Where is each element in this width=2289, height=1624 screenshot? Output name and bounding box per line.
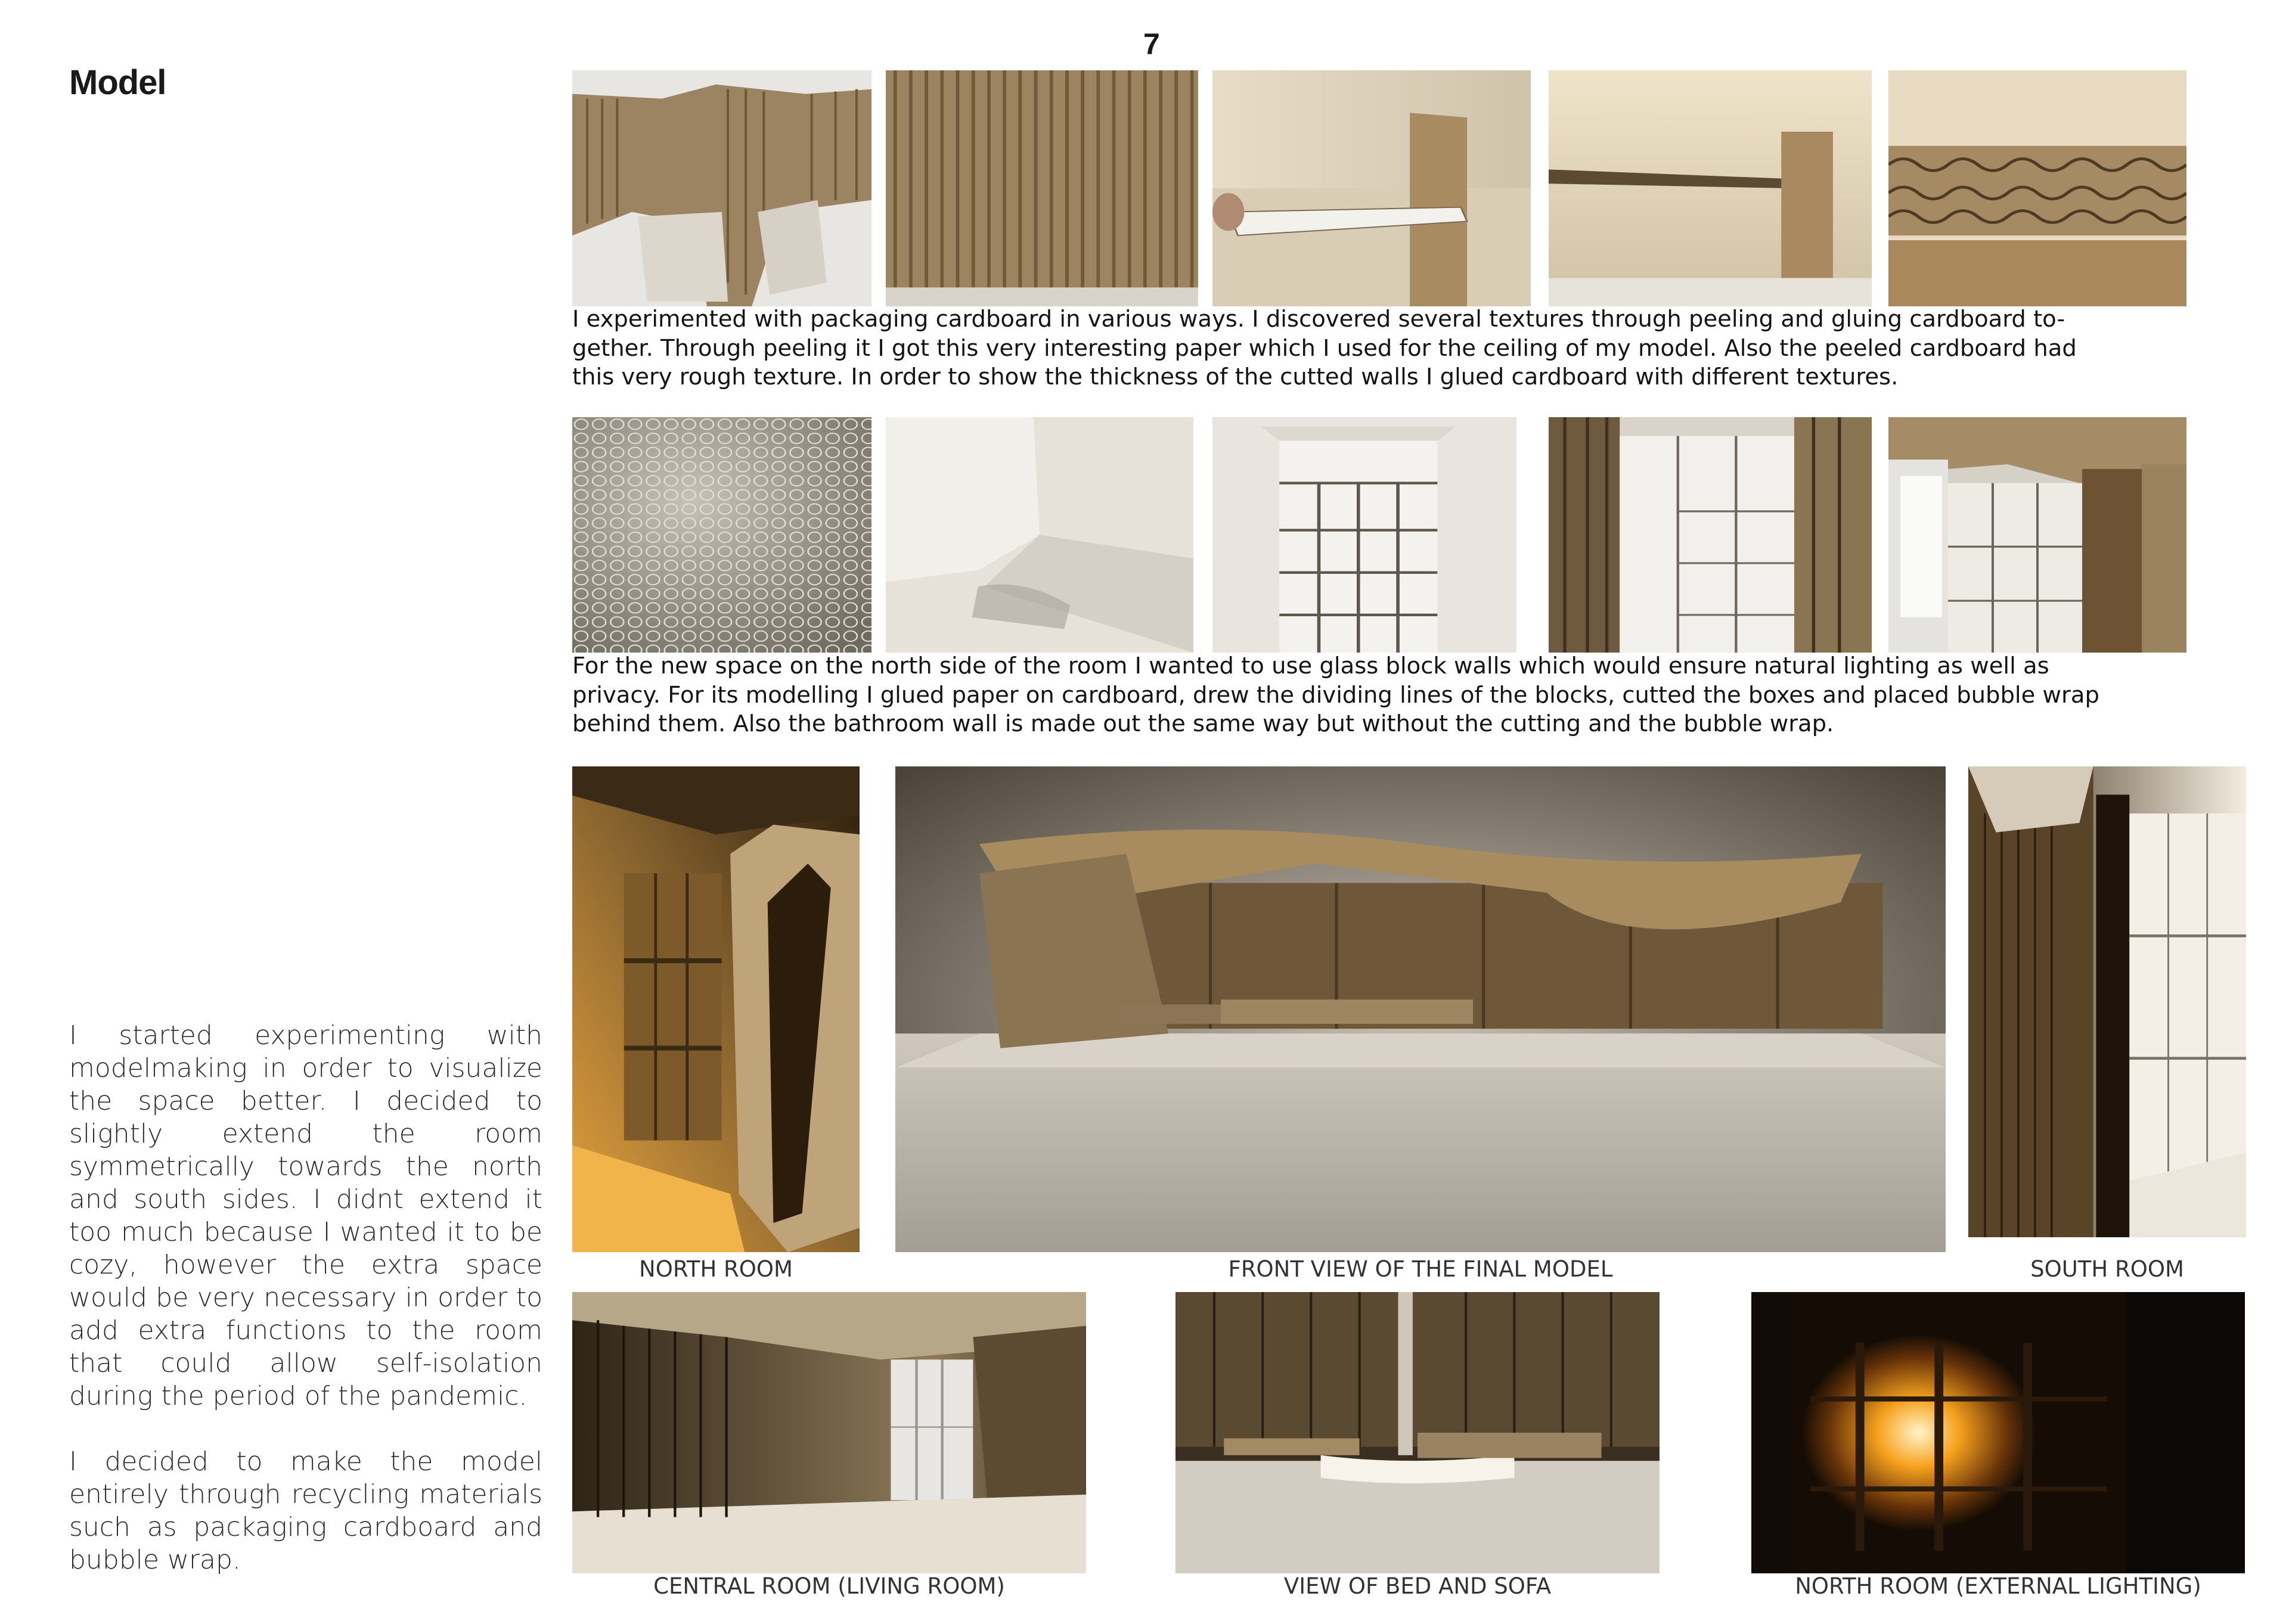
caption-front-view: FRONT VIEW OF THE FINAL MODEL: [1228, 1256, 1613, 1282]
photo-paper-on-cardboard: [886, 417, 1193, 653]
photo-north-room-external-lighting: [1751, 1292, 2245, 1573]
photo-south-room: [1968, 766, 2246, 1237]
caption-north-room: NORTH ROOM: [639, 1256, 793, 1282]
page-title: Model: [69, 63, 166, 102]
photo-cardboard-thin-edge: [1212, 70, 1531, 306]
caption-central-room: CENTRAL ROOM (LIVING ROOM): [653, 1573, 1005, 1599]
cardboard-experiment-text: [572, 305, 2194, 392]
text-line: For the new space on the north side of the room I wanted to use glass block walls which would ensure natural lighting as well as: [572, 653, 2049, 679]
photo-peeled-cardboard-edge: [572, 70, 871, 306]
photo-bubble-wrap: [572, 417, 871, 653]
photo-central-room: [572, 1292, 1086, 1573]
glass-block-text: [572, 652, 2194, 739]
photo-glass-wall-between-cardboard: [1549, 417, 1872, 653]
text-line: gether. Through peeling it I got this very interesting paper which I used for the ceiling of my model. Also the peeled cardboard had: [572, 334, 2077, 362]
photo-layered-cardboard: [1888, 70, 2186, 306]
photo-north-room: [572, 766, 860, 1252]
photo-bed-and-sofa: [1175, 1292, 1660, 1573]
side-description: [69, 1019, 542, 1609]
text-line: I experimented with packaging cardboard in various ways. I discovered several textures through peeling and gluing cardboard to-: [572, 306, 2065, 333]
photo-front-view-final-model: [895, 766, 1946, 1252]
text-line: privacy. For its modelling I glued paper on cardboard, drew the dividing lines of the blocks, cutted the boxes and placed bubble wrap: [572, 681, 2099, 709]
caption-bed-sofa: VIEW OF BED AND SOFA: [1283, 1573, 1552, 1599]
side-paragraph-2: I decided to make the model entirely through recycling materials such as packaging cardboard and bubble wrap.: [69, 1446, 542, 1575]
photo-bubble-wrap-behind-grid: [1888, 417, 2186, 653]
photo-cardboard-side-view: [1549, 70, 1872, 306]
page-number: 7: [1143, 27, 1160, 61]
side-paragraph-1: I started experimenting with modelmaking in order to visualize the space better. I decided to slightly extend the room symmetrically towards the north and south sides. I didnt extend it too much because I wanted it to be cozy, however the extra space would be very necessary in order to add extra functions to the room that could allow self-isolation during the period of the pandemic.: [69, 1020, 542, 1411]
caption-north-room-external: NORTH ROOM (EXTERNAL LIGHTING): [1795, 1573, 2201, 1599]
caption-south-room: SOUTH ROOM: [2030, 1256, 2184, 1282]
text-line: behind them. Also the bathroom wall is made out the same way but without the cutting and the bubble wrap.: [572, 710, 1834, 737]
text-line: this very rough texture. In order to show the thickness of the cutted walls I glued cardboard with different textures.: [572, 364, 1899, 390]
photo-glass-block-grid: [1212, 417, 1516, 653]
photo-corrugated-texture: [886, 70, 1198, 306]
